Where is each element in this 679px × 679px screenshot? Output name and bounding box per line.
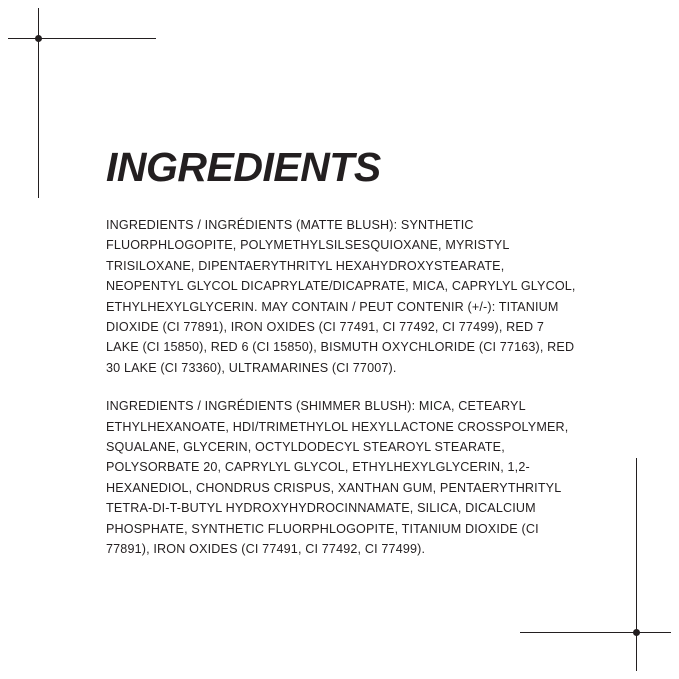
crop-mark-top-left-horizontal xyxy=(8,38,156,39)
page-title: INGREDIENTS xyxy=(106,144,381,190)
ingredients-paragraph-matte-blush: INGREDIENTS / INGRÉDIENTS (MATTE BLUSH): SYNTHETIC FLUORPHLOGOPITE, POLYMETHYLSILSESQUIOXANE, MYRISTYL TRISILOXANE, DIPENTAERYTHRITYL HEXAHYDROXYSTEARATE, NEOPENTYL GLYCOL DICAPRYLATE/DICAPRATE, MICA, CAPRYLYL GLYCOL, ETHYLHEXYLGLYCERIN. MAY CONTAIN / PEUT CONTENIR (+/-): TITANIUM DIOXIDE (CI 77891), IRON OXIDES (CI 77491, CI 77492, CI 77499), RED 7 LAKE (CI 15850), RED 6 (CI 15850), BISMUTH OXYCHLORIDE (CI 77163), RED 30 LAKE (CI 73360), ULTRAMARINES (CI 77007). xyxy=(106,218,576,375)
crop-mark-bottom-right-horizontal xyxy=(520,632,671,633)
registration-dot-bottom-right xyxy=(633,629,640,636)
crop-mark-bottom-right-vertical xyxy=(636,458,637,671)
registration-dot-top-left xyxy=(35,35,42,42)
content-block xyxy=(106,146,580,559)
ingredients-paragraph-shimmer-blush: INGREDIENTS / INGRÉDIENTS (SHIMMER BLUSH): MICA, CETEARYL ETHYLHEXANOATE, HDI/TRIMETHYLOL HEXYLLACTONE CROSSPOLYMER, SQUALANE, GLYCERIN, OCTYLDODECYL STEAROYL STEARATE, POLYSORBATE 20, CAPRYLYL GLYCOL, ETHYLHEXYLGLYCERIN, 1,2-HEXANEDIOL, CHONDRUS CRISPUS, XANTHAN GUM, PENTAERYTHRITYL TETRA-DI-T-BUTYL HYDROXYHYDROCINNAMATE, SILICA, DICALCIUM PHOSPHATE, SYNTHETIC FLUORPHLOGOPITE, TITANIUM DIOXIDE (CI 77891), IRON OXIDES (CI 77491, CI 77492, CI 77499). xyxy=(106,399,569,556)
